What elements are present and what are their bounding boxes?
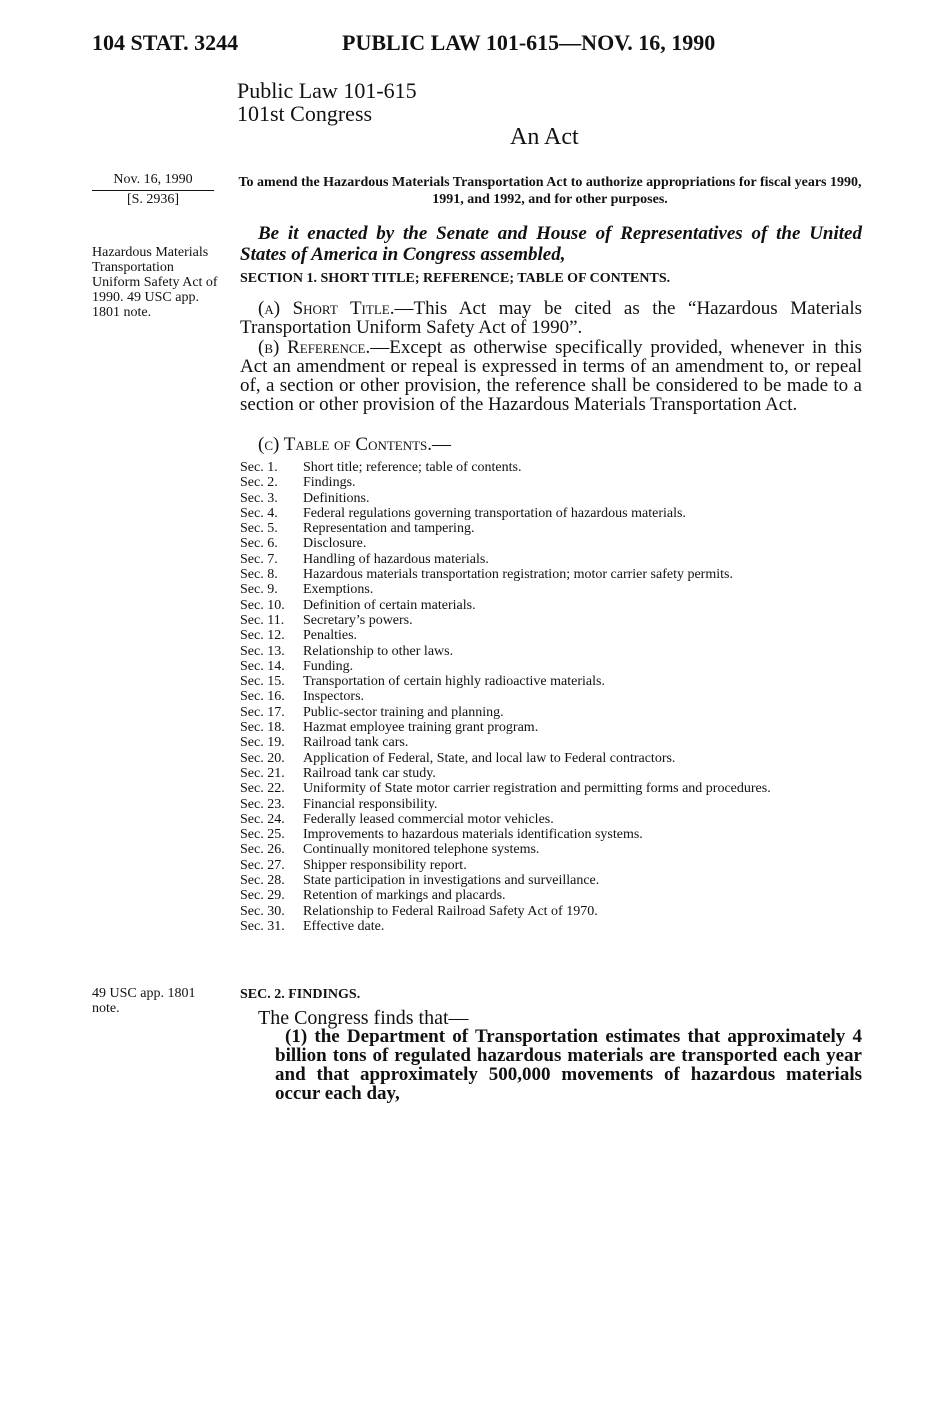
toc-item [240,567,862,582]
toc-item [240,735,862,750]
toc-item-title: Federal regulations governing transportation of hazardous materials. [303,505,686,521]
toc-item [240,858,862,873]
toc-item-title: Transportation of certain highly radioactive materials. [303,674,605,690]
toc-item [240,812,862,827]
subsection-a-text: —This Act may be cited as the “Hazardous Materials Transportation Uniform Safety Act of 1990”. [240,298,862,338]
toc-item-title: Findings. [303,475,356,491]
toc-item [240,827,862,842]
toc-item [240,598,862,613]
toc-item-title: Penalties. [303,628,358,644]
toc-item-title: Handling of hazardous materials. [303,551,489,567]
toc-item [240,766,862,781]
subsection-a [240,299,862,337]
toc-item [240,888,862,903]
page-reference: 104 STAT. 3244 [92,30,239,55]
toc-item-number: Sec. 19. [240,735,285,751]
toc-item-number: Sec. 16. [240,689,285,705]
toc-item-title: Railroad tank cars. [303,735,409,751]
toc-item [240,506,862,521]
toc-item-number: Sec. 12. [240,628,285,644]
subsection-b-text: —Except as otherwise specifically provided, whenever in this Act an amendment or repeal is expressed in terms of an amendment to, or repeal of, a section or other provision, the reference shall be considered to be made to a section or other provision of the Hazardous Materials Transportation Act. [240,337,862,415]
toc-item-number: Sec. 2. [240,475,278,491]
toc-item-number: Sec. 29. [240,888,285,904]
toc-item-number: Sec. 9. [240,582,278,598]
toc-item [240,873,862,888]
toc-item [240,521,862,536]
toc-item-number: Sec. 25. [240,827,285,843]
toc-item [240,628,862,643]
toc-item-number: Sec. 8. [240,567,278,583]
toc-item-number: Sec. 6. [240,536,278,552]
findings-intro: The Congress finds that— [258,1007,469,1029]
toc-item-title: Continually monitored telephone systems. [303,842,540,858]
subsection-b [240,338,862,414]
toc-item-title: Shipper responsibility report. [303,857,467,873]
toc-item-number: Sec. 5. [240,521,278,537]
title-block [237,79,417,125]
toc-item-title: Hazardous materials transportation registration; motor carrier safety permits. [303,567,733,583]
act-title: An Act [510,124,579,150]
toc-item-number: Sec. 7. [240,551,278,567]
toc-item-title: Uniformity of State motor carrier registration and permitting forms and procedures. [303,781,771,797]
toc-item [240,491,862,506]
toc-item-title: Relationship to other laws. [303,643,454,659]
toc-item-title: Federally leased commercial motor vehicles. [303,811,554,827]
toc-item-title: Representation and tampering. [303,521,475,537]
toc-item [240,797,862,812]
toc-item-title: Disclosure. [303,536,367,552]
margin-bill-number: [S. 2936] [126,192,180,207]
toc-item-number: Sec. 23. [240,796,285,812]
section-2-heading: SEC. 2. FINDINGS. [240,987,361,1002]
toc-item-number: Sec. 21. [240,765,285,781]
margin-date: Nov. 16, 1990 [113,172,193,187]
toc-item [240,659,862,674]
subsection-c [240,435,862,454]
toc-item-number: Sec. 31. [240,918,285,934]
toc-item-title: Definition of certain materials. [303,597,476,613]
toc-item [240,751,862,766]
toc-item [240,842,862,857]
subsection-a-label: (a) Short Title. [258,298,395,319]
toc-item-title: Financial responsibility. [303,796,438,812]
law-number: Public Law 101-615 [237,78,417,103]
finding-1: (1) the Department of Transportation estimates that approximately 4 billion tons of regulated hazardous materials are transported each year and that approximately 500,000 movements of hazardous materials occur each day, [275,1026,862,1104]
toc-item-number: Sec. 14. [240,658,285,674]
margin-divider [92,190,214,191]
toc-item-number: Sec. 4. [240,505,278,521]
toc-item-title: Relationship to Federal Railroad Safety Act of 1970. [303,903,598,919]
toc-item [240,904,862,919]
toc-item-number: Sec. 13. [240,643,285,659]
toc-item [240,460,862,475]
toc-item [240,689,862,704]
toc-item [240,781,862,796]
toc-item-number: Sec. 27. [240,857,285,873]
toc-item [240,582,862,597]
toc-item-title: Improvements to hazardous materials identification systems. [303,827,643,843]
toc-item-number: Sec. 28. [240,873,285,889]
toc-item-title: Exemptions. [303,582,374,598]
running-head-title: PUBLIC LAW 101-615—NOV. 16, 1990 [342,30,716,55]
toc-item-number: Sec. 22. [240,781,285,797]
toc-item-title: Application of Federal, State, and local law to Federal contractors. [303,750,676,766]
toc-item [240,644,862,659]
toc-item-title: Secretary’s powers. [303,612,413,628]
toc-item-title: Retention of markings and placards. [303,888,506,904]
toc-item [240,919,862,934]
toc-item-title: Railroad tank car study. [303,765,436,781]
congress-number: 101st Congress [237,101,373,126]
toc-item-number: Sec. 26. [240,842,285,858]
toc-item-number: Sec. 30. [240,903,285,919]
toc-item-number: Sec. 3. [240,490,278,506]
toc-item [240,536,862,551]
toc-item-title: Definitions. [303,490,370,506]
toc-item-number: Sec. 17. [240,704,285,720]
toc-item-title: Effective date. [303,918,385,934]
subsection-c-label: (c) Table of Contents. [258,434,433,455]
table-of-contents [240,460,862,934]
toc-item-number: Sec. 18. [240,720,285,736]
toc-item-number: Sec. 11. [240,612,285,628]
toc-item [240,475,862,490]
toc-item-number: Sec. 1. [240,460,278,475]
toc-item [240,613,862,628]
subsection-b-label: (b) Reference. [258,337,371,358]
section-1-heading: SECTION 1. SHORT TITLE; REFERENCE; TABLE OF CONTENTS. [240,271,671,286]
toc-item [240,674,862,689]
subsection-c-text: — [432,434,452,455]
toc-item-number: Sec. 10. [240,597,285,613]
toc-item-number: Sec. 20. [240,750,285,766]
toc-item-number: Sec. 15. [240,674,285,690]
toc-item [240,720,862,735]
margin-findings-note: 49 USC app. 1801 note. [92,986,196,1016]
toc-item [240,705,862,720]
enacting-clause: Be it enacted by the Senate and House of Representatives of the United States of America in Congress assembled, [240,223,862,265]
toc-item-title: State participation in investigations and surveillance. [303,873,600,889]
toc-item-number: Sec. 24. [240,811,285,827]
toc-item-title: Funding. [303,658,354,674]
purpose-statement: To amend the Hazardous Materials Transportation Act to authorize appropriations for fiscal years 1990, 1991, and 1992, and for other purposes. [238,175,862,207]
toc-item-title: Short title; reference; table of contents. [303,460,522,475]
toc-item-title: Public-sector training and planning. [303,704,504,720]
margin-short-title-note: Hazardous Materials Transportation Uniform Safety Act of 1990. 49 USC app. 1801 note. [92,245,218,320]
toc-item-title: Hazmat employee training grant program. [303,720,539,736]
toc-item-title: Inspectors. [303,689,365,705]
toc-item [240,552,862,567]
